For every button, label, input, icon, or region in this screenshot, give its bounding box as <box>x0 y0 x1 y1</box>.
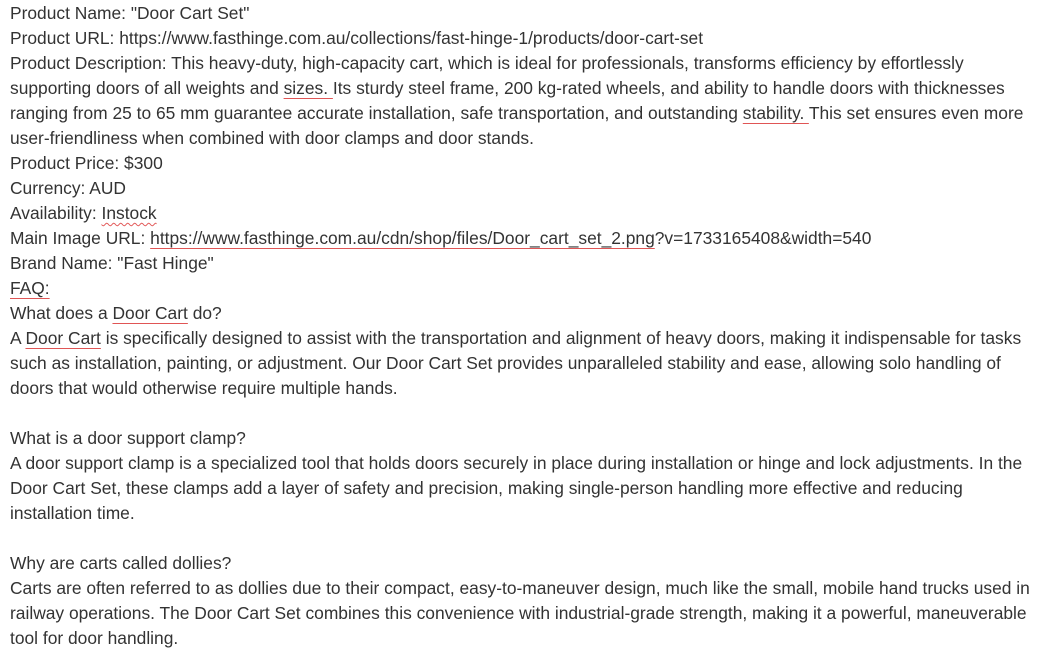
faq-heading <box>10 276 1046 301</box>
spellcheck-word-sizes: sizes. <box>283 78 333 98</box>
product-url-line <box>10 26 1046 51</box>
faq-answer-1-text: is specifically designed to assist with the transportation and alignment of heavy doors, making it indispensable for tasks such as installation, painting, or adjustment. Our Door Cart Set provides unparalleled stability and ease, allowing solo handling of doors that would otherwise require multiple hands. <box>10 328 1022 398</box>
main-image-url-line <box>10 226 1046 251</box>
currency-line: Currency: AUD <box>10 178 126 198</box>
spellcheck-word-stability: stability. <box>742 103 809 123</box>
faq-question-2: What is a door support clamp? <box>10 428 246 448</box>
faq-answer-1-prefix: A <box>10 328 26 348</box>
product-description-text-1: Product Description: This heavy-duty, high-capacity cart, which is ideal for professionals, transforms efficiency by effortlessly supporting doors of all weights and <box>10 53 964 98</box>
faq-answer-3: Carts are often referred to as dollies due to their compact, easy-to-maneuver design, much like the small, mobile hand trucks used in railway operations. The Door Cart Set combines this convenience with industrial-grade strength, making it a powerful, maneuverable tool for door handling. <box>10 578 1030 648</box>
product-description <box>10 51 1046 151</box>
main-image-url-query: ?v=1733165408&width=540 <box>654 228 872 248</box>
product-url-value: https://www.fasthinge.com.au/collections/fast-hinge-1/products/door-cart-set <box>119 28 704 48</box>
document-body[interactable] <box>10 1 1046 651</box>
product-description-text-3: This set ensures even more user-friendliness when combined with door clamps and door stands. <box>10 103 1024 148</box>
product-description-text-2: Its sturdy steel frame, 200 kg-rated wheels, and ability to handle doors with thicknesses ranging from 25 to 65 mm guarantee accurate installation, safe transportation, and outstanding <box>10 78 1005 123</box>
faq-answer-1-term: Door Cart <box>25 328 101 348</box>
faq-question-1-term: Door Cart <box>112 303 188 323</box>
main-image-url-label: Main Image URL: <box>10 228 151 248</box>
product-price-line: Product Price: $300 <box>10 153 163 173</box>
product-url-label: Product URL: <box>10 28 120 48</box>
blank-line <box>10 526 1046 551</box>
faq-question-1-suffix: do? <box>187 303 222 323</box>
blank-line <box>10 401 1046 426</box>
faq-answer-2: A door support clamp is a specialized tool that holds doors securely in place during installation or hinge and lock adjustments. In the Door Cart Set, these clamps add a layer of safety and precision, making single-person handling more effective and reducing installation time. <box>10 453 1023 523</box>
faq-answer-1 <box>10 326 1046 401</box>
faq-heading-text: FAQ: <box>10 278 50 298</box>
faq-question-3: Why are carts called dollies? <box>10 553 232 573</box>
brand-name-line: Brand Name: "Fast Hinge" <box>10 253 214 273</box>
availability-line <box>10 201 1046 226</box>
main-image-url-value: https://www.fasthinge.com.au/cdn/shop/files/Door_cart_set_2.png <box>150 228 655 248</box>
availability-value: Instock <box>101 203 157 223</box>
faq-question-1-prefix: What does a <box>10 303 113 323</box>
faq-question-1 <box>10 301 1046 326</box>
product-name-line: Product Name: "Door Cart Set" <box>10 3 250 23</box>
availability-label: Availability: <box>10 203 102 223</box>
